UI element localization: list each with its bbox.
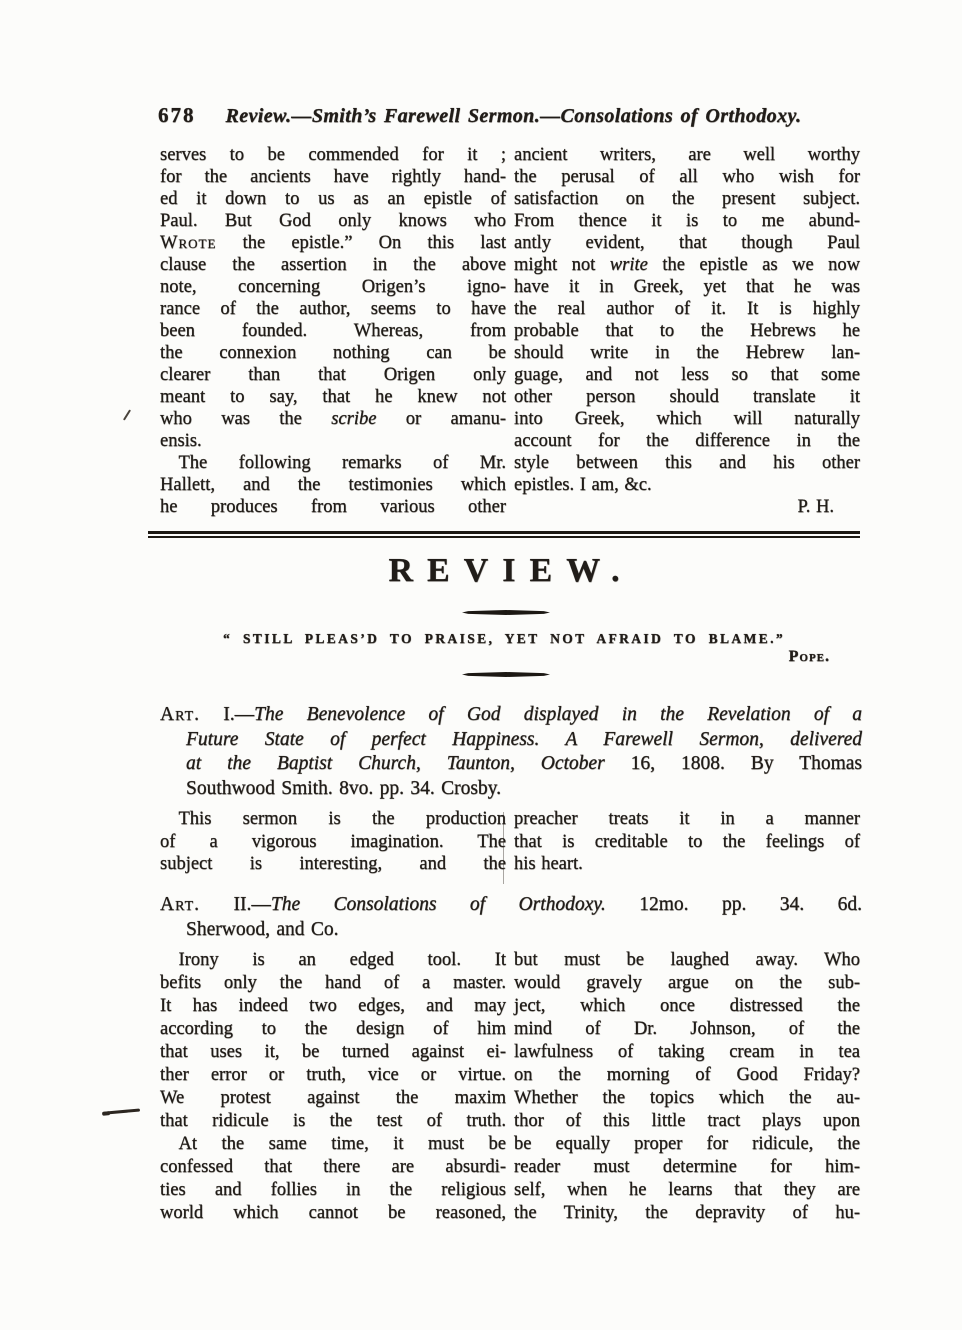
running-title: Review.—Smith’s Farewell Sermon.—Consolations of Orthodoxy. <box>225 105 802 127</box>
review-section-title: REVIEW. <box>388 552 634 589</box>
text-line: Art. II.—The Consolations of Orthodoxy. 12mo. pp. 34. 6d. <box>160 894 862 915</box>
text-line: at the Baptist Church, Taunton, October 16, 1808. By Thomas <box>186 753 862 774</box>
swelled-rule-bottom <box>462 672 550 677</box>
text-line: self, when he learns that they are <box>514 1180 860 1200</box>
article-2-left-column <box>160 949 506 1225</box>
text-line: At the same time, it must be <box>160 1134 506 1154</box>
article-2-right-column <box>514 949 860 1225</box>
text-line: that ridicule is the test of truth. <box>160 1111 506 1131</box>
text-line: The following remarks of Mr. <box>160 453 506 473</box>
text-line: the perusal of all who wish for <box>514 167 860 187</box>
text-line: thor of this little tract plays upon <box>514 1111 860 1131</box>
text-line: be equally proper for ridicule, the <box>514 1134 860 1154</box>
section-divider-double-rule <box>148 531 860 538</box>
text-line: he produces from various other <box>160 497 506 517</box>
article-2-heading <box>160 893 862 942</box>
text-line: ancient writers, are well worthy <box>514 145 860 165</box>
text-line: that is creditable to the feelings of <box>514 831 860 852</box>
text-line: Irony is an edged tool. It <box>160 950 506 970</box>
text-line: been founded. Whereas, from <box>160 321 506 341</box>
scan-gutter-line <box>503 812 504 884</box>
hallett-right-column <box>514 144 860 518</box>
text-line: Future State of perfect Happiness. A Farewell Sermon, delivered <box>186 728 862 750</box>
text-line: world which cannot be reasoned, <box>160 1203 506 1223</box>
text-line: preacher treats it in a manner <box>514 809 860 829</box>
text-line: on the morning of Good Friday? <box>514 1065 860 1085</box>
text-line: rance of the author, seems to have <box>160 299 506 319</box>
text-line: From thence it is to me abund- <box>514 211 860 231</box>
text-line: Paul. But God only knows who <box>160 211 506 231</box>
text-line: Hallett, and the testimonies which <box>160 475 506 495</box>
text-line: ject, which once distressed the <box>514 996 860 1016</box>
text-line: It has indeed two edges, and may <box>160 996 506 1016</box>
text-line: Whether the topics which the au- <box>514 1088 860 1108</box>
margin-mark-slash <box>123 409 131 420</box>
swelled-rule-top <box>462 610 550 615</box>
page-number: 678 <box>158 103 196 127</box>
text-line: guage, and not less so that some <box>514 365 860 385</box>
running-header <box>158 103 860 128</box>
text-line: note, concerning Origen’s igno- <box>160 277 506 297</box>
text-line: P. H. <box>797 497 834 517</box>
text-line: reader must determine for him- <box>514 1157 860 1177</box>
text-line: ed it down to us as an epistle of <box>160 189 506 209</box>
epigraph-attribution: Pope. <box>788 648 830 665</box>
epigraph-quote: “ STILL PLEAS’D TO PRAISE, YET NOT AFRAID TO BLAME.” <box>222 631 786 646</box>
text-line: style between this and his other <box>514 453 860 473</box>
text-line: the real author of it. It is highly <box>514 299 860 319</box>
text-line: for the ancients have rightly hand- <box>160 167 506 187</box>
text-line: This sermon is the production <box>160 809 506 829</box>
text-line: subject is interesting, and the <box>160 854 506 874</box>
text-line: the Trinity, the depravity of hu- <box>514 1203 860 1223</box>
text-line: Wrote the epistle.” On this last <box>160 233 506 253</box>
text-line: might not write the epistle as we now <box>514 255 860 275</box>
text-line: Southwood Smith. 8vo. pp. 34. Crosby. <box>186 777 502 799</box>
text-line: his heart. <box>514 854 583 874</box>
text-line: meant to say, that he knew not <box>160 387 506 407</box>
text-line: the connexion nothing can be <box>160 343 506 363</box>
margin-mark-dash <box>106 1109 140 1115</box>
text-line: befits only the hand of a master. <box>160 973 506 993</box>
text-line: ther error or truth, vice or virtue. <box>160 1065 506 1085</box>
text-line: according to the design of him <box>160 1019 506 1039</box>
text-line: antly evident, that though Paul <box>514 233 860 253</box>
text-line: who was the scribe or amanu- <box>160 409 506 429</box>
text-line: clause the assertion in the above <box>160 255 506 275</box>
text-line: Art. I.—The Benevolence of God displayed in the Revelation of a <box>160 704 863 725</box>
text-line: would gravely argue on the sub- <box>514 973 860 993</box>
text-line: epistles. I am, &c. <box>514 475 652 495</box>
text-line: We protest against the maxim <box>160 1088 506 1108</box>
text-line: serves to be commended for it ; <box>160 145 506 165</box>
text-line: clearer than that Origen only <box>160 365 506 385</box>
text-line: Sherwood, and Co. <box>186 918 339 940</box>
text-line: of a vigorous imagination. The <box>160 831 506 852</box>
article-1-right-column <box>514 808 860 876</box>
text-line: into Greek, which will naturally <box>514 409 860 429</box>
text-line: satisfaction on the present subject. <box>514 189 860 209</box>
text-line: probable that to the Hebrews he <box>514 321 860 341</box>
text-line: that uses it, be turned against ei- <box>160 1042 506 1062</box>
text-line: lawfulness of taking cream in tea <box>514 1042 860 1062</box>
text-line: other person should translate it <box>514 387 860 407</box>
article-1-heading <box>160 703 862 801</box>
text-line: should write in the Hebrew lan- <box>514 343 860 363</box>
text-line: but must be laughed away. Who <box>514 950 860 970</box>
hallett-left-column <box>160 144 506 518</box>
text-line: account for the difference in the <box>514 431 860 451</box>
text-line: ties and follies in the religious <box>160 1180 506 1200</box>
article-1-left-column <box>160 808 506 876</box>
text-line: ensis. <box>160 431 202 451</box>
text-line: have it in Greek, yet that he was <box>514 277 860 297</box>
text-line: confessed that there are absurdi- <box>160 1157 506 1177</box>
text-line: mind of Dr. Johnson, of the <box>514 1019 860 1039</box>
